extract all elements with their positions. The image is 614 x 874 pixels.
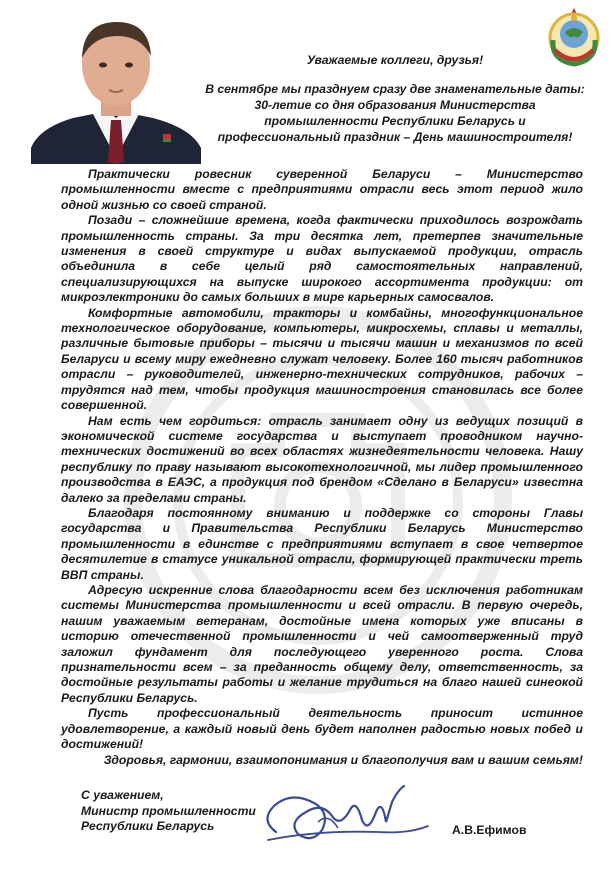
intro-text: В сентябре мы празднуем сразу две знаменательные даты: 30-летие со дня образования Министерства промышленности Республики Беларусь и профессиональный праздник – День машиностроителя!	[205, 82, 585, 144]
letter-body	[61, 167, 583, 769]
signer-name: А.В.Ефимов	[452, 823, 527, 837]
position-line-2: Республики Беларусь	[81, 819, 215, 833]
regards-line: С уважением,	[81, 788, 164, 802]
greeting: Уважаемые коллеги, друзья!	[306, 53, 484, 67]
paragraph-6: Адресую искренние слова благодарности всем без исключения работникам системы Министерства промышленности и всей отрасли. В первую очередь, нашим уважаемым ветеранам, достойные имена которых уже вписаны в историю отечественной промышленности и чей самоотверженный труд заложил фундамент для последующего уверенного роста. Слова признательности всем – за преданность общему делу, ответственность, за достойные результаты работы и желание трудиться на благо нашей синеокой Республики Беларусь.	[61, 582, 583, 705]
paragraph-7: Пусть профессиональный деятельность приносит истинное удовлетворение, а каждый новый день будет наполнен радостью новых побед и достижений!	[61, 706, 583, 752]
paragraph-4: Нам есть чем гордиться: отрасль занимает одну из ведущих позиций в экономической системе государства и выступает проводником научно-технических достижений во всех областях жизнедеятельности человека. Нашу республику по праву называют высокотехнологичной, мы лидер промышленного производства в ЕАЭС, а продукция под брендом «Сделано в Беларуси» известна далеко за пределами страны.	[61, 413, 583, 505]
paragraph-3: Комфортные автомобили, тракторы и комбайны, многофункциональное технологическое оборудование, компьютеры, микросхемы, сплавы и металлы, различные бытовые приборы – тысячи и тысячи машин и механизмов по всей Беларуси и всему миру ежедневно служат человеку. Более 160 тысяч работников отрасли – руководителей, инженерно-технических сотрудников, рабочих – трудятся над тем, чтобы продукция машиностроения становилась все более совершенной.	[61, 305, 583, 413]
minister-portrait	[31, 10, 201, 164]
closing-wish: Здоровья, гармонии, взаимопонимания и благополучия вам и вашим семьям!	[103, 753, 583, 768]
handwritten-signature	[258, 782, 433, 854]
position-line-1: Министр промышленности	[81, 803, 256, 818]
letter-header	[205, 52, 585, 145]
paragraph-2: Позади – сложнейшие времена, когда фактически приходилось возрождать промышленность страны. За три десятка лет, претерпев значительные изменения в своей структуре и видах выпускаемой продукции, отрасль объединила в себе целый ряд самостоятельных направлений, специализирующихся на выпуске широкого ассортимента продукции: от микроэлектроники до самых больших в мире карьерных самосвалов.	[61, 213, 583, 305]
paragraph-5: Благодаря постоянному вниманию и поддержке со стороны Главы государства и Правительства Республики Беларусь Министерство промышленности в единстве с предприятиями вступает в свое четвертое десятилетие в статусе уникальной отрасли, формирующей практически треть ВВП страны.	[61, 505, 583, 582]
paragraph-1: Практически ровесник суверенной Беларуси – Министерство промышленности вместе с предприятиями отрасли весь этот период жило одной жизнью со своей страной.	[61, 167, 583, 212]
